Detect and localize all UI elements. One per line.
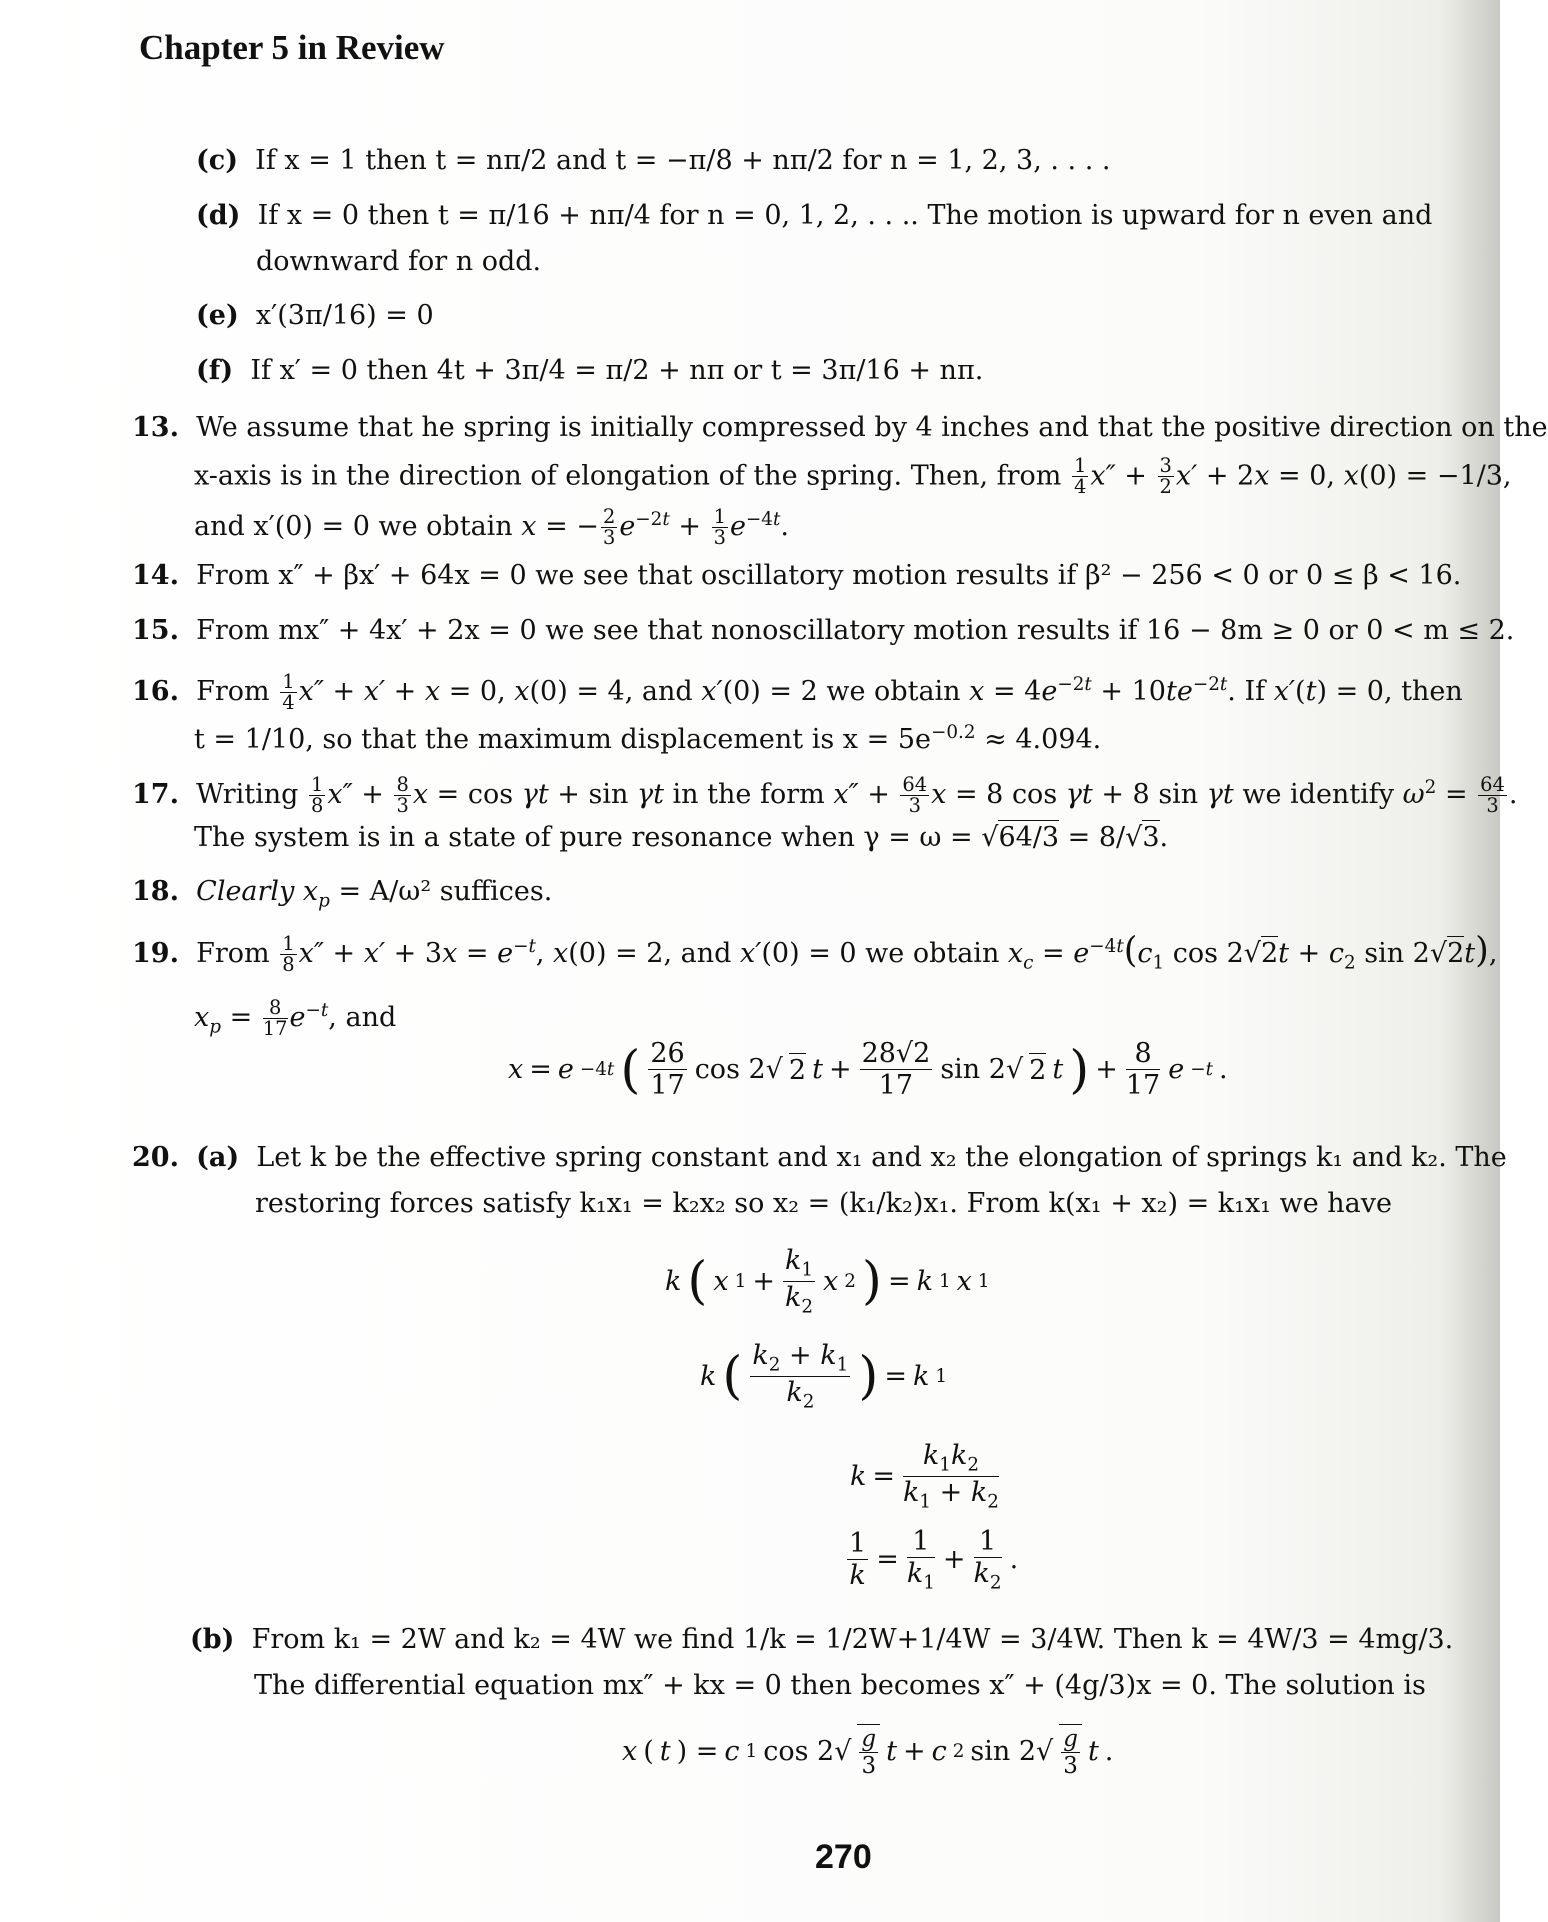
chapter-title: Chapter 5 in Review — [139, 28, 445, 67]
problem-20: 20. (a) Let k be the effective spring constant and x₁ and x₂ the elongation of springs k₁ and k₂. The — [132, 1142, 1507, 1173]
equation-20-step4: $\frac{1}{k}$ = $\frac{1}{k_1}$ + $\frac{1}{k_2}$ . — [849, 1526, 1019, 1594]
problem-20-b: (b) From k₁ = 2W and k₂ = 4W we find 1/k = 1/2W+1/4W = 3/4W. Then k = 4W/3 = 4mg/3. — [190, 1624, 1454, 1655]
problem-20-line2: restoring forces satisfy k₁x₁ = k₂x₂ so x₂ = (k₁/k₂)x₁. From k(x₁ + x₂) = k₁x₁ we have — [255, 1188, 1392, 1219]
fraction: $\frac{1}{4}$ — [282, 669, 295, 714]
equation-20-step1: k ( x 1 + $\frac{k_1}{k_2}$ x 2 ) = k 1 x 1 — [665, 1245, 990, 1317]
problem-14: 14. From x″ + βx′ + 64x = 0 we see that oscillatory motion results if β² − 256 < 0 or 0 ≤ β < 16. — [132, 560, 1462, 591]
problem-17: 17. Writing $\frac{1}{8}$ x″ + $\frac{8}{3}$ x = cos γt + sin γt in the form x″ + $\frac{64}{3}$ x = 8 cos γt + 8 sin γt we identify $\omega^2$ = $\frac{64}{3}$ . — [132, 772, 1518, 817]
problem-13-line2: x-axis is in the direction of elongation of the spring. Then, from $\frac{1}{4}$ x″ + $\frac{3}{2}$ x′ + 2x = 0, x(0) = −1/3, — [194, 454, 1512, 499]
problem-13-line3: and x′(0) = 0 we obtain x = − $\frac{2}{3}$ $e^{-2t}$ + $\frac{1}{3}$ $e^{-4t}$. — [194, 504, 789, 549]
problem-15: 15. From mx″ + 4x′ + 2x = 0 we see that nonoscillatory motion results if 16 − 8m ≥ 0 or 0 < m ≤ 2. — [132, 615, 1515, 646]
fraction: $\frac{64}{3}$ — [1480, 772, 1505, 817]
page-number: 270 — [815, 1838, 872, 1876]
equation-19-solution: x = e −4t ( $\frac{26}{17}$ cos 2√ 2 t + $\frac{28√2}{17}$ sin 2√ 2 t ) + $\frac{8}{17}$ e −t . — [508, 1038, 1228, 1102]
fraction: $\frac{1}{4}$ — [1074, 454, 1087, 499]
fraction: $\frac{8}{3}$ — [396, 772, 409, 817]
item-f: (f) If x′ = 0 then 4t + 3π/4 = π/2 + nπ or t = 3π/16 + nπ. — [196, 355, 984, 386]
problem-19: 19. From $\frac{1}{8}$ $x'' + x' + 3x = e^{-t}$, x(0) = 2, and x′(0) = 0 we obtain $x_c = e^{-4t}(c_1$ $\cos 2√2t + c_2$ sin 2√2t), — [132, 930, 1498, 976]
problem-18: 18. Clearly $x_p = A/\omega^2$ suffices. — [132, 876, 553, 912]
problem-16: 16. From $\frac{1}{4}$ x″ + x′ + x = 0, x(0) = 4, and x′(0) = 2 we obtain $x = 4e^{-2t} + 10te^{-2t}$. If x′(t) = 0, then — [132, 669, 1463, 714]
problem-17-line2: The system is in a state of pure resonance when γ = ω = √64/3 = 8/√3. — [194, 822, 1169, 853]
fraction: $\frac{1}{3}$ — [713, 504, 726, 549]
problem-13: 13. We assume that he spring is initially compressed by 4 inches and that the positive direction on the — [132, 412, 1548, 443]
equation-20-b-solution: x ( t ) = c 1 cos 2√ $\frac{g}{3}$ t + c 2 sin 2√ $\frac{g}{3}$ t . — [622, 1726, 1114, 1780]
problem-19-line2: $x_p$ = $\frac{8}{17}$ $e^{-t}$, and — [194, 995, 397, 1040]
fraction: $\frac{3}{2}$ — [1159, 454, 1172, 499]
equation-20-step2: k ( $\frac{k_2 + k_1}{k_2}$ ) = k 1 — [700, 1340, 948, 1412]
fraction: $\frac{1}{8}$ — [282, 931, 295, 976]
item-d: (d) If x = 0 then t = π/16 + nπ/4 for n = 0, 1, 2, . . .. The motion is upward for n even and — [196, 200, 1433, 231]
fraction: $\frac{1}{8}$ — [311, 772, 324, 817]
item-e: (e) x′(3π/16) = 0 — [196, 300, 434, 331]
item-c: (c) If x = 1 then t = nπ/2 and t = −π/8 + nπ/2 for n = 1, 2, 3, . . . . — [196, 145, 1111, 176]
fraction: $\frac{64}{3}$ — [902, 772, 928, 817]
equation-20-step3: k = $\frac{k_1k_2}{k_1 + k_2}$ — [850, 1440, 999, 1512]
problem-20-b-line2: The differential equation mx″ + kx = 0 then becomes x″ + (4g/3)x = 0. The solution is — [254, 1670, 1426, 1701]
problem-16-line2: t = 1/10, so that the maximum displacement is $x = 5e^{-0.2} \approx 4.094$. — [194, 722, 1102, 755]
item-d-cont: downward for n odd. — [256, 246, 542, 277]
fraction: $\frac{2}{3}$ — [602, 504, 616, 549]
fraction: $\frac{8}{17}$ — [262, 995, 288, 1040]
